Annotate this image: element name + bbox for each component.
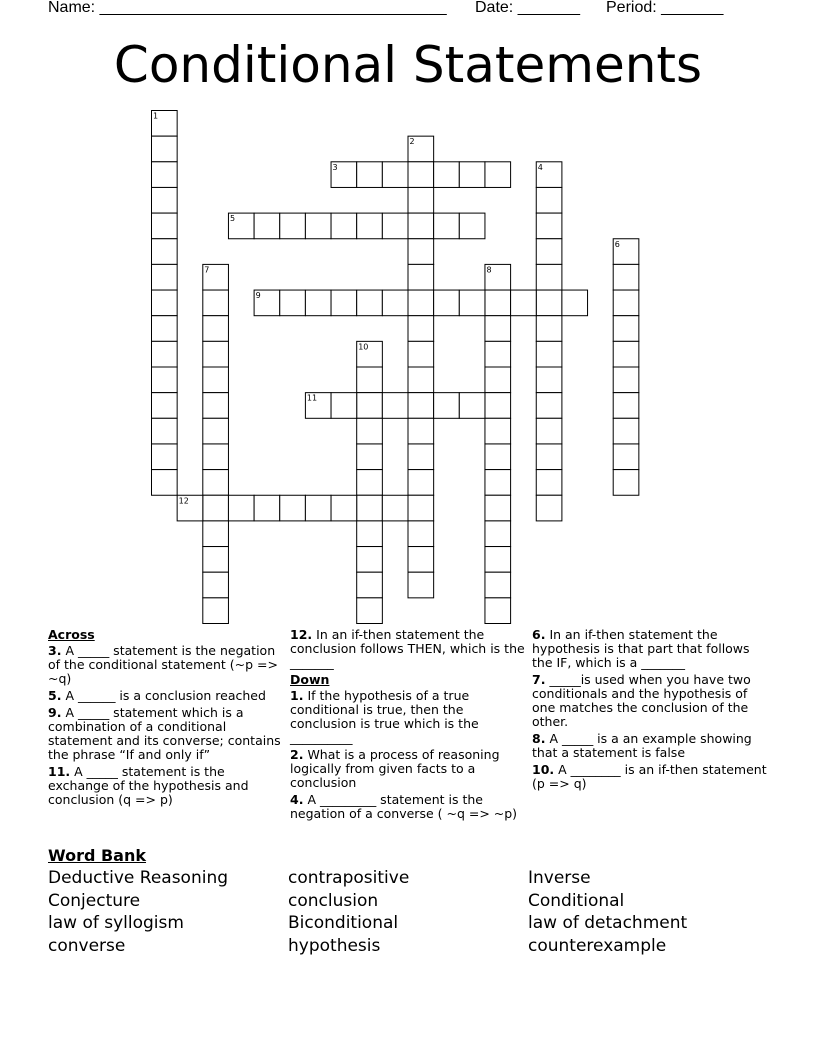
clue-number-label: 5 [229,214,236,224]
crossword-cell[interactable] [357,367,383,393]
crossword-cell[interactable] [536,341,562,367]
clue-across-12: 12. In an if-then statement the conclusion follows THEN, which is the _______ [290,627,525,670]
crossword-cell[interactable] [152,264,178,290]
crossword-cell[interactable] [408,495,434,521]
crossword-cell[interactable] [485,495,511,521]
crossword-cell[interactable] [203,367,229,393]
crossword-cell[interactable] [280,495,306,521]
crossword-cell[interactable] [613,444,639,470]
page-title: Conditional Statements [113,36,703,94]
crossword-cell[interactable] [408,187,434,213]
crossword-cell[interactable] [434,213,460,239]
crossword-cell[interactable] [459,162,485,188]
crossword-cell[interactable] [459,393,485,419]
crossword-cell[interactable] [152,393,178,419]
crossword-cell[interactable] [485,444,511,470]
clue-number-label: 11 [306,393,318,403]
clue-number-label: 6 [614,239,620,249]
clue-number-label: 2 [409,137,415,147]
crossword-cell[interactable] [280,213,306,239]
crossword-cell[interactable] [357,470,383,496]
word-bank-item: Inverse [528,868,591,888]
crossword-cell[interactable] [357,393,383,419]
word-bank-item: Conditional [528,890,625,911]
clue-number-label: 3 [332,162,338,172]
crossword-cell[interactable] [459,290,485,316]
crossword-cell[interactable] [485,547,511,573]
across-heading: Across [48,627,95,642]
crossword-cell[interactable] [152,470,178,496]
crossword-cell[interactable] [254,495,280,521]
crossword-cell[interactable] [203,598,229,624]
crossword-cell[interactable] [152,136,178,162]
name-field-label[interactable]: Name: _______________________________________ [48,0,447,16]
clue-down-10: 10. A ________ is an if-then statement (p => q) [532,762,767,791]
crossword-cell[interactable] [228,495,254,521]
crossword-cell[interactable] [485,598,511,624]
crossword-cell[interactable] [434,162,460,188]
crossword-cell[interactable] [485,316,511,342]
clue-number-label: 7 [204,265,210,275]
word-bank-title: Word Bank [48,846,147,865]
crossword-cell[interactable] [613,470,639,496]
crossword-cell[interactable] [408,521,434,547]
crossword-cell[interactable] [485,162,511,188]
crossword-cell[interactable] [536,418,562,444]
clue-number-label: 8 [486,265,492,275]
crossword-cell[interactable] [485,470,511,496]
crossword-cell[interactable] [203,547,229,573]
crossword-cell[interactable] [382,162,408,188]
crossword-cell[interactable] [613,316,639,342]
crossword-cell[interactable] [203,444,229,470]
crossword-cell[interactable] [536,187,562,213]
crossword-cell[interactable] [382,393,408,419]
crossword-cell[interactable] [152,187,178,213]
crossword-cell[interactable] [152,418,178,444]
crossword-cell[interactable] [536,470,562,496]
word-bank-item: hypothesis [288,935,381,956]
crossword-cell[interactable] [152,290,178,316]
crossword-cell[interactable] [485,393,511,419]
crossword-cell[interactable] [203,470,229,496]
crossword-cell[interactable] [357,572,383,598]
crossword-cell[interactable] [254,213,280,239]
clue-down-2: 2. What is a process of reasoning logically from given facts to a conclusion [290,747,500,790]
crossword-cell[interactable] [203,495,229,521]
word-bank-item: Biconditional [288,913,399,934]
crossword-cell[interactable] [280,290,306,316]
crossword-cell[interactable] [408,470,434,496]
clues-column-2 [290,628,526,824]
crossword-cell[interactable] [203,341,229,367]
crossword-cell[interactable] [536,264,562,290]
crossword-cell[interactable] [203,393,229,419]
crossword-cell[interactable] [613,290,639,316]
crossword-cell[interactable] [331,495,357,521]
crossword-cell[interactable] [357,290,383,316]
word-bank-item: law of detachment [528,913,688,934]
crossword-cell[interactable] [152,213,178,239]
clue-across-5: 5. A ______ is a conclusion reached [48,688,266,703]
word-bank-item: Conjecture [48,890,141,911]
down-heading: Down [290,672,330,687]
crossword-cell[interactable] [408,239,434,265]
word-bank-item: converse [48,935,126,956]
crossword-cell[interactable] [613,393,639,419]
crossword-cell[interactable] [305,495,331,521]
clue-down-1: 1. If the hypothesis of a true conditional is true, then the conclusion is true which is the __________ [290,688,479,745]
crossword-cell[interactable] [485,367,511,393]
clue-across-11: 11. A _____ statement is the exchange of the hypothesis and conclusion (q => p) [48,764,249,807]
crossword-cell[interactable] [536,290,562,316]
crossword-cell[interactable] [408,316,434,342]
crossword-cell[interactable] [357,418,383,444]
crossword-cell[interactable] [331,213,357,239]
word-bank-column-1 [48,867,288,957]
clue-number-label: 4 [537,162,543,172]
crossword-cell[interactable] [434,393,460,419]
crossword-cell[interactable] [536,316,562,342]
crossword-cell[interactable] [331,290,357,316]
crossword-cell[interactable] [536,239,562,265]
period-field-label[interactable]: Period: _______ [606,0,724,16]
clue-down-7: 7. _____is used when you have two conditionals and the hypothesis of one matches the conclusion of the other. [532,672,751,729]
crossword-cell[interactable] [434,290,460,316]
crossword-cell[interactable] [613,341,639,367]
crossword-cell[interactable] [536,367,562,393]
clue-down-8: 8. A _____ is a an example showing that a statement is false [532,731,752,760]
crossword-cell[interactable] [408,264,434,290]
crossword-cell[interactable] [408,572,434,598]
clues-column-3 [532,628,768,794]
crossword-cell[interactable] [485,521,511,547]
crossword-cell[interactable] [613,367,639,393]
crossword-cell[interactable] [408,341,434,367]
crossword-cell[interactable] [331,393,357,419]
crossword-cell[interactable] [152,444,178,470]
crossword-cell[interactable] [613,264,639,290]
crossword-cell[interactable] [408,393,434,419]
crossword-cell[interactable] [459,213,485,239]
crossword-cell[interactable] [511,290,537,316]
crossword-cell[interactable] [152,316,178,342]
crossword-cell[interactable] [408,213,434,239]
clue-down-4: 4. A _________ statement is the negation of a converse ( ~q => ~p) [290,792,518,821]
crossword-cell[interactable] [485,290,511,316]
crossword-cell[interactable] [152,367,178,393]
crossword-cell[interactable] [562,290,588,316]
crossword-cell[interactable] [357,547,383,573]
crossword-cell[interactable] [408,367,434,393]
crossword-cell[interactable] [536,393,562,419]
crossword-cell[interactable] [408,547,434,573]
crossword-cell[interactable] [536,495,562,521]
word-bank-item: contrapositive [288,868,410,888]
clue-number-label: 10 [358,342,369,352]
word-bank-item: conclusion [288,890,379,911]
clue-number-label: 9 [255,291,261,301]
crossword-cell[interactable] [203,572,229,598]
clue-number-label: 12 [178,496,189,506]
clues-column-1 [48,628,284,810]
crossword-cell[interactable] [382,290,408,316]
crossword-cell[interactable] [305,213,331,239]
crossword-cell[interactable] [203,290,229,316]
crossword-cell[interactable] [408,418,434,444]
word-bank-column-2 [288,867,528,957]
crossword-cell[interactable] [357,444,383,470]
crossword-cell[interactable] [357,521,383,547]
crossword-cell[interactable] [203,316,229,342]
crossword-cell[interactable] [152,239,178,265]
crossword-cell[interactable] [408,444,434,470]
crossword-cell[interactable] [357,162,383,188]
crossword-cell[interactable] [203,521,229,547]
crossword-cell[interactable] [357,495,383,521]
crossword-cell[interactable] [485,418,511,444]
crossword-cell[interactable] [536,213,562,239]
word-bank-column-3 [528,867,768,957]
crossword-cell[interactable] [357,598,383,624]
clue-number-label: 1 [153,111,159,121]
crossword-cell[interactable] [408,162,434,188]
crossword-cell[interactable] [305,290,331,316]
clue-across-3: 3. A _____ statement is the negation of the conditional statement (~p => ~q) [48,643,278,686]
word-bank-item: law of syllogism [48,913,184,934]
crossword-cell[interactable] [485,341,511,367]
crossword-cell[interactable] [152,162,178,188]
crossword-cell[interactable] [408,290,434,316]
date-field-label[interactable]: Date: _______ [475,0,580,16]
crossword-cell[interactable] [203,418,229,444]
crossword-cell[interactable] [152,341,178,367]
clue-down-6: 6. In an if-then statement the hypothesis is that part that follows the IF, which is a _______ [532,627,750,670]
crossword-cell[interactable] [536,444,562,470]
word-bank-item: counterexample [528,935,667,956]
crossword-cell[interactable] [613,418,639,444]
crossword-cell[interactable] [357,213,383,239]
clue-across-9: 9. A _____ statement which is a combination of a conditional statement and its converse; contains the phrase “If and only if” [48,705,281,762]
crossword-cell[interactable] [382,213,408,239]
crossword-cell[interactable] [485,572,511,598]
crossword-cell[interactable] [382,495,408,521]
word-bank-item: Deductive Reasoning [48,868,229,888]
